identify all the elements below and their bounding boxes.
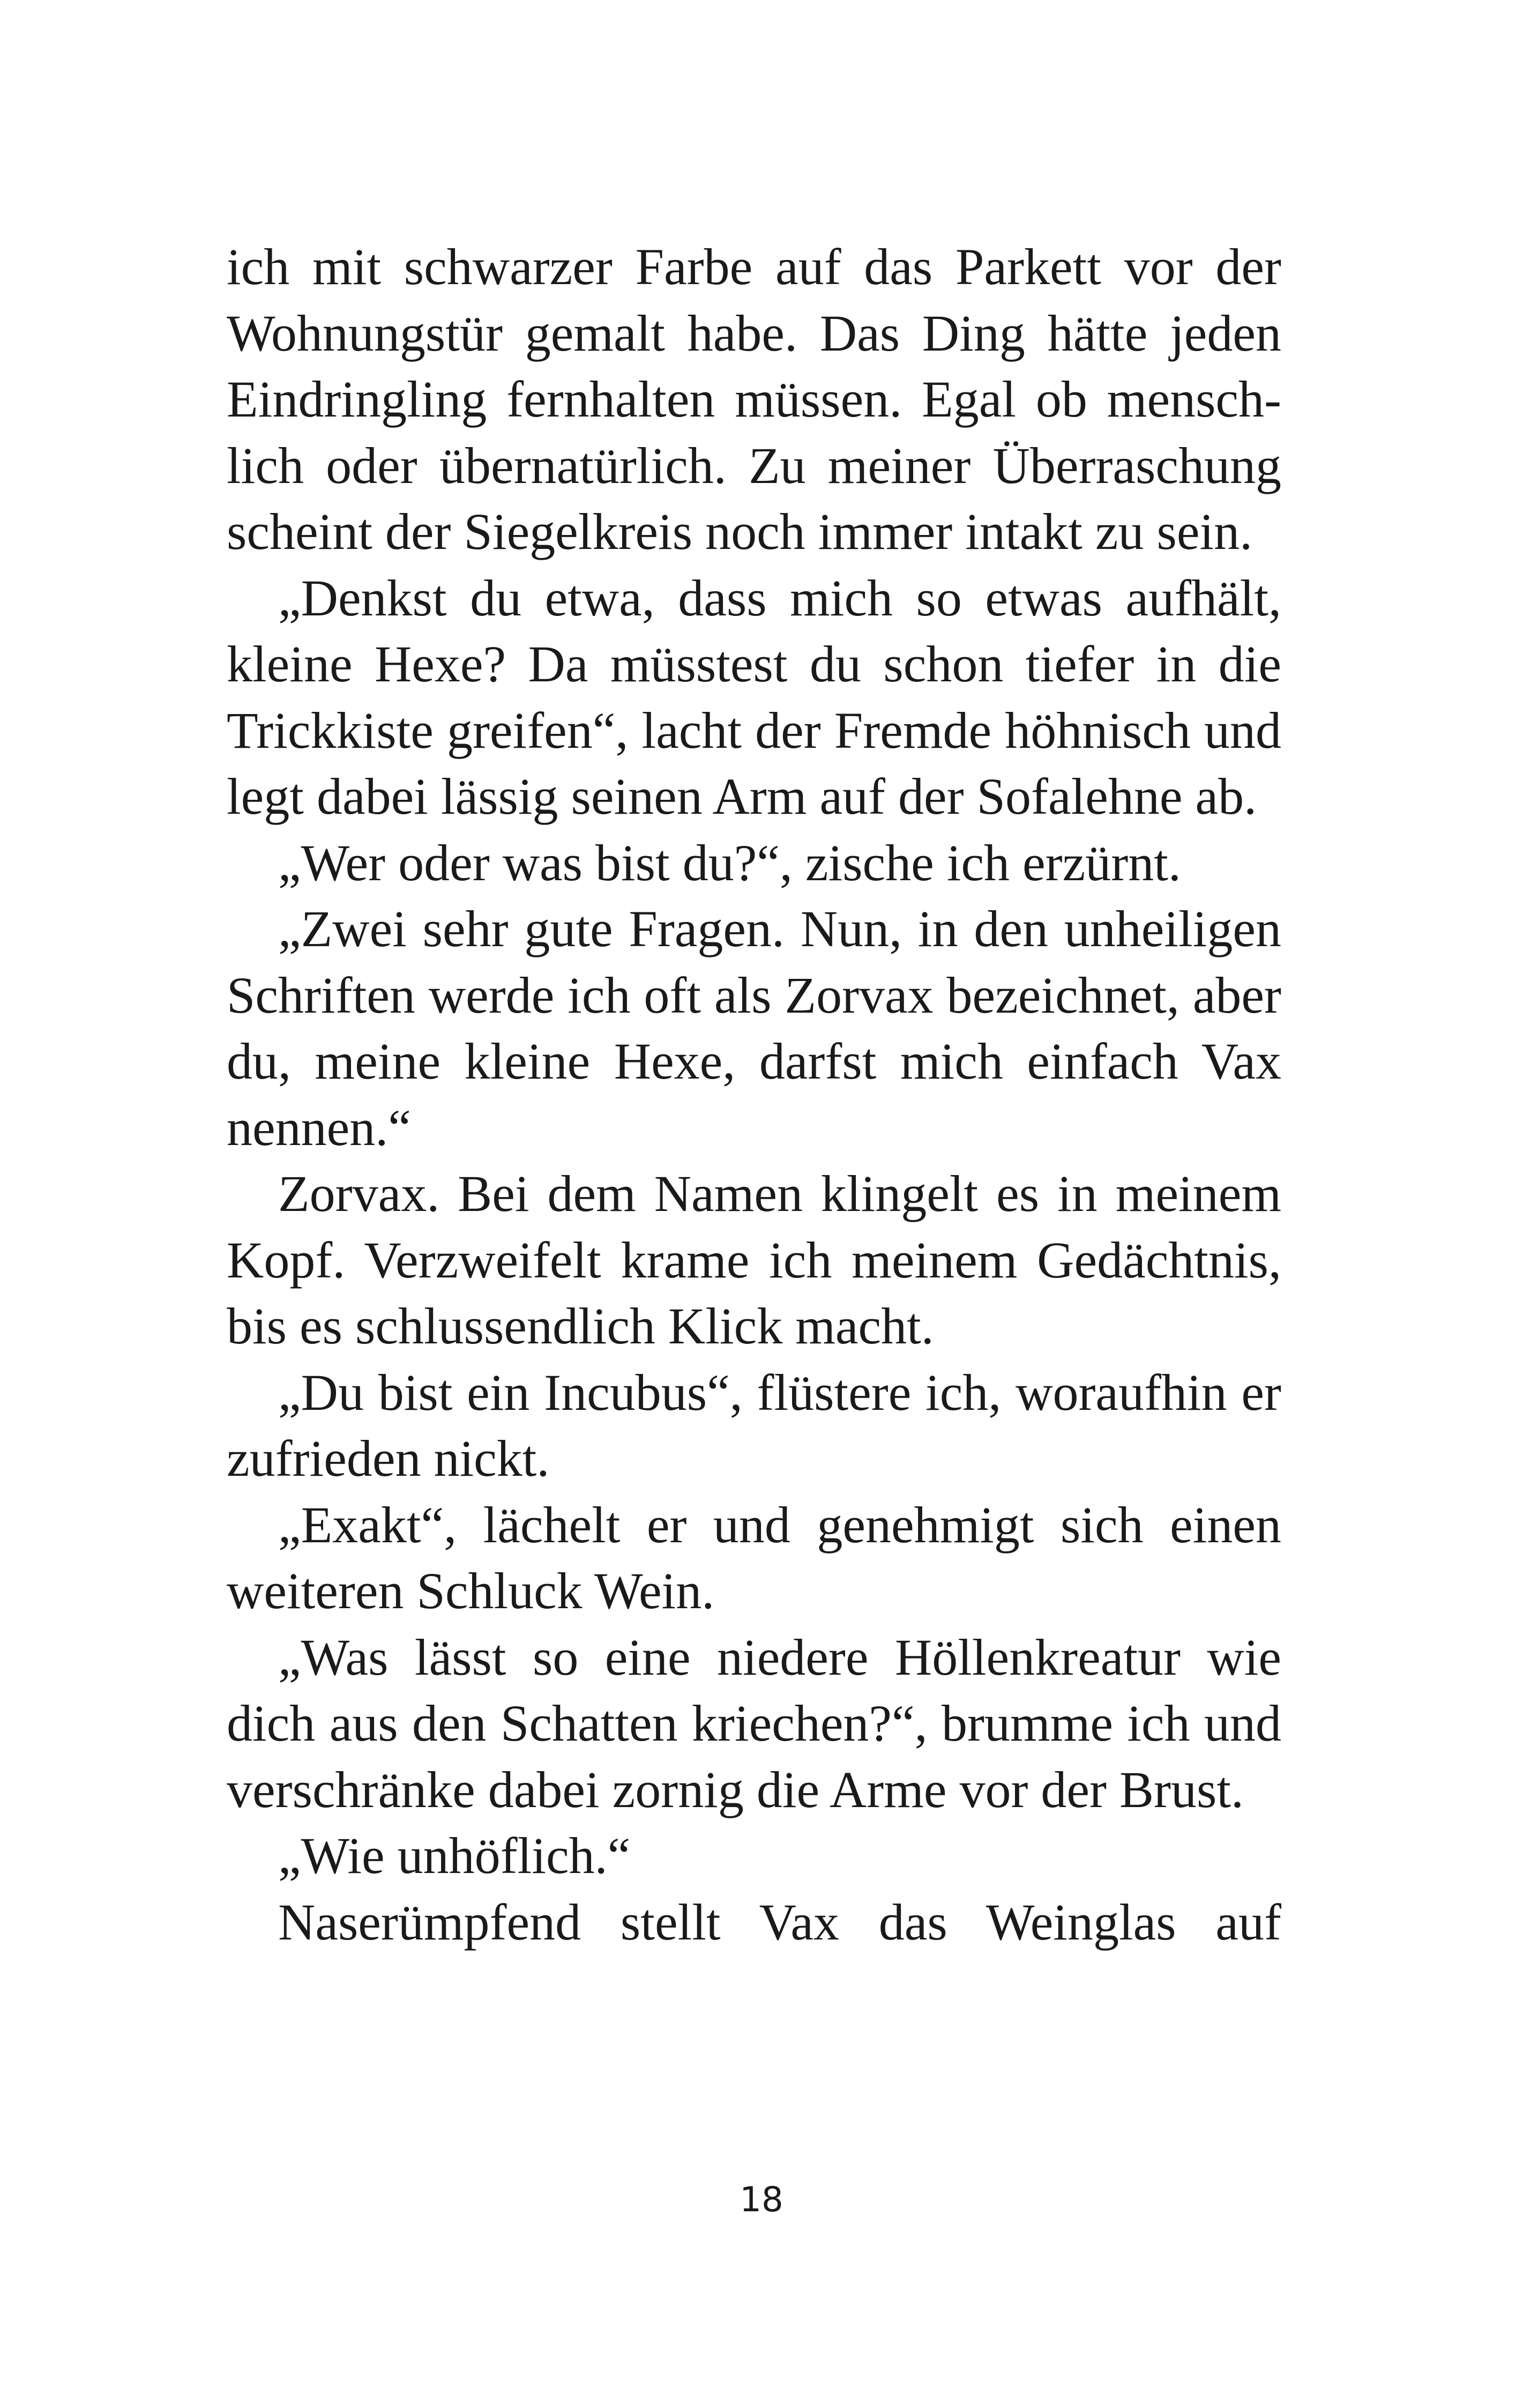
body-text: [227, 234, 1281, 1955]
paragraph: „Zwei sehr gute Fragen. Nun, in den unheiligen Schriften werde ich oft als Zorvax bezeichnet, aber du, meine kleine Hexe, darfst mich einfach Vax nennen.“: [227, 900, 1281, 1156]
paragraph: „Wer oder was bist du?“, zische ich erzürnt.: [278, 834, 1181, 891]
paragraph: „Exakt“, lächelt er und genehmigt sich einen weiteren Schluck Wein.: [227, 1496, 1281, 1619]
paragraph: „Wie unhöflich.“: [278, 1827, 631, 1884]
page-number: 18: [740, 2180, 783, 2220]
paragraph: „Was lässt so eine niedere Höllenkreatur wie dich aus den Schatten kriechen?“, brumme ich und verschränke dabei zornig die Arme vor der Brust.: [227, 1628, 1281, 1818]
paragraph: Naserümpfend stellt Vax das Weinglas auf: [278, 1893, 1281, 1951]
paragraph: Zorvax. Bei dem Namen klingelt es in meinem Kopf. Verzweifelt krame ich meinem Gedächtnis, bis es schlussendlich Klick macht.: [227, 1165, 1281, 1355]
paragraph: „Du bist ein Incubus“, flüstere ich, woraufhin er zufrieden nickt.: [227, 1363, 1281, 1487]
paragraph: „Denkst du etwa, dass mich so etwas aufhält, kleine Hexe? Da müsstest du schon tiefer in die Trickkiste greifen“, lacht der Fremde höhnisch und legt dabei lässig seinen Arm auf der Sofalehne ab.: [227, 569, 1281, 825]
paragraph: ich mit schwarzer Farbe auf das Parkett vor der Wohnungstür gemalt habe. Das Ding hätte jeden Eindringling fernhalten müssen. Egal ob menschlich oder übernatürlich. Zu meiner Überraschung scheint der Siegelkreis noch immer intakt zu sein.: [227, 238, 1281, 560]
